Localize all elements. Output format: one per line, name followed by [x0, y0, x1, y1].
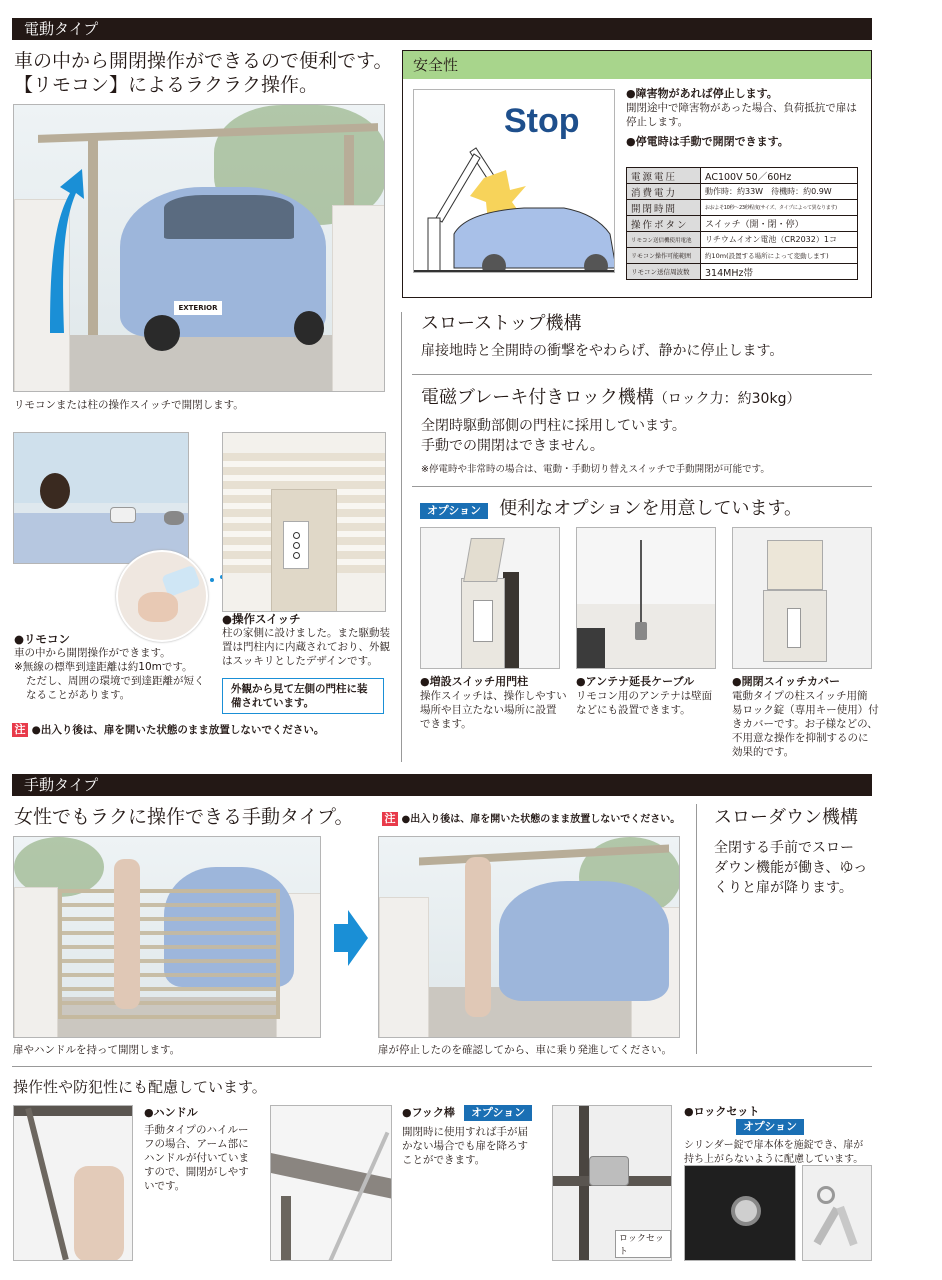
remote-line: 車の中から開閉操作ができます。 [14, 647, 171, 659]
option-text: リモコン用のアンテナは壁面 [576, 690, 713, 702]
slow-stop-title: スローストップ機構 [421, 313, 582, 334]
electric-caution [12, 723, 324, 737]
right-arrow-icon [334, 910, 368, 966]
safety-heading: 安全性 [403, 51, 871, 79]
spec-key: 電源電圧 [627, 168, 701, 184]
key-icon [836, 1206, 857, 1246]
wall-left [14, 887, 58, 1038]
spec-row [627, 168, 858, 184]
switch-note-box [222, 678, 384, 714]
safety-bullet-title: ●障害物があれば停止します。 [626, 87, 778, 100]
spec-row [627, 216, 858, 232]
spec-key: 消費電力 [627, 184, 701, 200]
spec-row [627, 248, 858, 264]
gate-stop-icon [414, 130, 615, 273]
slow-down-title: スローダウン機構 [714, 807, 858, 828]
section-title: 電動タイプ [24, 20, 99, 38]
feature-text: 手動タイプのハイルー [144, 1124, 249, 1136]
safety-bullets [626, 87, 866, 149]
option-text: 易ロック錠（専用キー使用）付 [732, 704, 879, 716]
caution-text: ●出入り後は、扉を開いた状態のまま放置しないでください。 [31, 724, 325, 736]
lock-text [684, 1105, 872, 1167]
cylinder-lock-icon [731, 1196, 761, 1226]
handle-photo [13, 1105, 133, 1261]
option-badge: オプション [736, 1119, 804, 1135]
manual-caption-left: 扉やハンドルを持って開閉します。 [13, 1044, 181, 1056]
slow-stop-desc: 扉接地時と全開時の衝撃をやわらげ、静かに停止します。 [421, 343, 784, 359]
divider [412, 486, 872, 487]
stop-illustration [413, 89, 615, 273]
windshield [164, 195, 294, 239]
wheel [294, 311, 324, 345]
option-text: などにも設置できます。 [576, 704, 691, 716]
feature-text: シリンダー錠で扉本体を施錠でき、扉が [684, 1140, 864, 1151]
feature-text: 開閉時に使用すれば手が届 [402, 1126, 528, 1138]
feature-text: 持ち上がらないように配慮しています。 [684, 1154, 864, 1165]
post [88, 135, 98, 335]
cover-lid [463, 538, 505, 582]
option-text: 電動タイプの柱スイッチ用簡 [732, 690, 868, 702]
spec-value: リチウムイオン電池（CR2032）1コ [701, 232, 858, 248]
spec-key: リモコン送信機使用電池 [627, 232, 701, 248]
option-text: 効果的です。 [732, 746, 795, 758]
spec-value: おおよそ10秒～23秒程度(サイズ、タイプによって異なります) [701, 200, 858, 216]
feature-text: いです。 [144, 1180, 186, 1192]
spec-table [626, 167, 858, 280]
manual-headline: 女性でもラクに操作できる手動タイプ。 [14, 806, 354, 828]
option-title: ●増設スイッチ用門柱 [420, 675, 529, 688]
caution-badge: 注 [382, 812, 398, 826]
switch-note: 備されています。 [231, 697, 315, 709]
section-bar-electric [12, 18, 872, 40]
feature-title: ●フック棒 [402, 1106, 455, 1119]
post [503, 572, 519, 669]
slow-down-line: 全閉する手前でスロー [714, 840, 854, 856]
spec-key: 開閉時間 [627, 200, 701, 216]
woman [74, 1166, 124, 1261]
option-text: きカバーです。お子様などの、 [732, 718, 878, 730]
divider [412, 374, 872, 375]
switch-line: 柱の家側に設けました。また駆動装 [222, 627, 390, 639]
options-heading: 便利なオプションを用意しています。 [499, 498, 803, 519]
option-title: ●開閉スイッチカバー [732, 675, 840, 688]
hook-text [402, 1105, 542, 1167]
arm [25, 1108, 69, 1261]
switch-panel-icon [283, 521, 309, 569]
remote-closeup [116, 550, 208, 642]
caution-badge: 注 [12, 723, 28, 737]
brake-note: ※停電時や非常時の場合は、電動・手動切り替えスイッチで手動開閉が可能です。 [421, 464, 770, 475]
brake-title: 電磁ブレーキ付きロック機構 [421, 387, 654, 408]
manual-gate [58, 889, 280, 1019]
lock-bracket-icon [589, 1156, 629, 1186]
wall-left [379, 897, 429, 1038]
option-photo-switch-post [420, 527, 560, 669]
security-heading: 操作性や防犯性にも配慮しています。 [13, 1078, 267, 1096]
post [281, 1196, 291, 1261]
switch-line: 置は門柱内に内蔵されており、外観 [222, 641, 390, 653]
manual-caution [382, 810, 680, 826]
switch-title: ●操作スイッチ [222, 612, 301, 626]
remote-photo [13, 432, 189, 564]
spec-value: スイッチ（開・閉・停） [701, 216, 858, 232]
option-badge: オプション [420, 503, 488, 519]
wall-right [332, 205, 385, 392]
caution-text: ●出入り後は、扉を開いた状態のまま放置しないでください。 [401, 814, 681, 825]
remote-line: ※無線の標準到達距離は約10mです。 [14, 661, 193, 673]
safety-bullet-text: 開閉途中で障害物があった場合、負荷抵抗で扉は [626, 102, 857, 114]
lock-set-photo [552, 1105, 672, 1261]
safety-bullet-title: ●停電時は手動で開閉できます。 [626, 135, 789, 148]
feature-title: ●ロックセット [684, 1105, 760, 1118]
slow-down-line: くりと扉が降ります。 [714, 880, 853, 896]
antenna-mount [635, 622, 647, 640]
switch-plate-icon [787, 608, 801, 648]
spec-value: AC100V 50／60Hz [701, 168, 858, 184]
option-photo-cover [732, 527, 872, 669]
feature-text: ハンドルが付いていま [144, 1152, 249, 1164]
feature-text: ことができます。 [402, 1154, 486, 1166]
option-badge: オプション [464, 1105, 532, 1121]
feature-text: すので、開閉がしやす [144, 1166, 249, 1178]
key-icon [814, 1207, 841, 1246]
manual-photo-open [378, 836, 680, 1038]
spec-value: 314MHz帯 [701, 264, 858, 280]
option-text: 不用意な操作を抑制するのに [732, 732, 869, 744]
column-divider [401, 312, 402, 762]
spec-value: 約10m(設置する場所によって変動します) [701, 248, 858, 264]
switch-line: はスッキリとしたデザインです。 [222, 655, 378, 667]
switch-buttons-icon [473, 600, 493, 642]
hand [138, 592, 178, 622]
up-arrow-icon [36, 165, 86, 335]
divider [12, 1066, 872, 1067]
option-photo-antenna [576, 527, 716, 669]
spec-row [627, 232, 858, 248]
spec-key: 操作ボタン [627, 216, 701, 232]
cover-lid [767, 540, 823, 590]
brake-line1: 全閉時駆動部側の門柱に採用しています。 [421, 418, 686, 434]
spec-row [627, 200, 858, 216]
license-plate: EXTERIOR [174, 301, 222, 315]
option-title: ●アンテナ延長ケーブル [576, 675, 695, 688]
mirror [164, 511, 184, 525]
photo-caption: リモコンまたは柱の操作スイッチで開閉します。 [14, 399, 244, 411]
switch-note: 外観から見て左側の門柱に装 [231, 683, 368, 695]
spec-key: リモコン操作可能範囲 [627, 248, 701, 264]
spec-key: リモコン送信周波数 [627, 264, 701, 280]
cylinder-lock-photo [684, 1165, 796, 1261]
remote-line: ただし、周囲の環境で到達距離が短く [26, 675, 205, 687]
stop-label: Stop [504, 102, 580, 140]
wheel [144, 315, 180, 351]
electric-headline-1: 車の中から開閉操作ができるので便利です。 [14, 50, 393, 72]
remote-line: なることがあります。 [26, 689, 131, 701]
woman [465, 857, 491, 1017]
hook-photo [270, 1105, 392, 1261]
remote-icon [110, 507, 136, 523]
brake-line2: 手動での開閉はできません。 [421, 438, 604, 454]
spec-row [627, 264, 858, 280]
section-title: 手動タイプ [24, 776, 99, 794]
car [499, 881, 669, 1001]
driver-head [40, 473, 70, 509]
remote-description [14, 632, 214, 702]
section-bar-manual [12, 774, 872, 796]
option-item [576, 675, 726, 717]
column-divider [696, 804, 697, 1054]
woman [114, 859, 140, 1009]
spec-row [627, 184, 858, 200]
options-heading-row [420, 498, 802, 520]
option-text: できます。 [420, 718, 472, 730]
manual-photo-closed [13, 836, 321, 1038]
electric-headline-2: 【リモコン】によるラクラク操作。 [14, 74, 319, 96]
brake-title-row [421, 387, 800, 409]
option-text: 場所や目立たない場所に設置 [420, 704, 557, 716]
option-item [420, 675, 570, 731]
brake-subtitle: （ロック力：約30kg） [653, 391, 801, 407]
feature-text: フの場合、アーム部に [144, 1138, 249, 1150]
feature-title: ●ハンドル [144, 1106, 198, 1119]
key-ring-icon [817, 1186, 835, 1204]
safety-bullet-text: 停止します。 [626, 116, 689, 128]
post [577, 628, 605, 669]
handle-text [144, 1106, 264, 1193]
remote-title: ●リモコン [14, 632, 71, 646]
slow-down-line: ダウン機能が働き、ゆっ [714, 860, 868, 876]
feature-text: かない場合でも扉を降ろす [402, 1140, 528, 1152]
lock-set-label: ロックセット [615, 1230, 671, 1258]
option-text: 操作スイッチは、操作しやすい [420, 690, 567, 702]
keys-photo [802, 1165, 872, 1261]
carport-photo [13, 104, 385, 392]
manual-caption-right: 扉が停止したのを確認してから、車に乗り発進してください。 [378, 1044, 672, 1056]
spec-value: 動作時：約33W 待機時：約0.9W [701, 184, 858, 200]
switch-description [222, 612, 392, 668]
option-item [732, 675, 882, 759]
switch-photo [222, 432, 386, 612]
